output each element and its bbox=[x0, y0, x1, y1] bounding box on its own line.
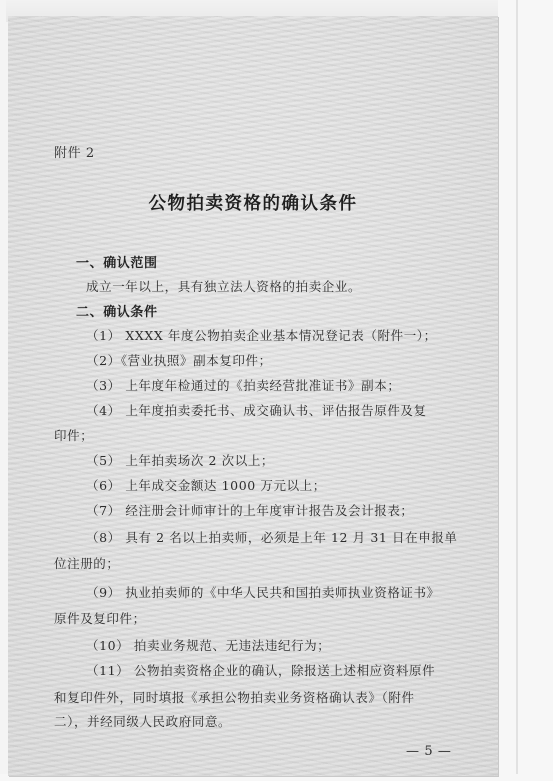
document-title: 公物拍卖资格的确认条件 bbox=[148, 194, 358, 214]
condition-line: 二），并经同级人民政府同意。 bbox=[54, 714, 232, 729]
condition-line: （4） 上年度拍卖委托书、成交确认书、评估报告原件及复 bbox=[86, 403, 427, 418]
scan-fold-line bbox=[516, 0, 518, 781]
condition-line: （5） 上年拍卖场次 2 次以上； bbox=[86, 453, 275, 468]
condition-line: （1） XXXX 年度公物拍卖企业基本情况登记表（附件一）； bbox=[86, 328, 437, 343]
section-text-scope: 成立一年以上，具有独立法人资格的拍卖企业。 bbox=[86, 279, 362, 294]
condition-line: （11） 公物拍卖资格企业的确认，除报送上述相应资料原件 bbox=[86, 663, 436, 678]
section-heading-scope: 一、确认范围 bbox=[76, 256, 158, 271]
condition-line: （6） 上年成交金额达 1000 万元以上； bbox=[86, 478, 326, 493]
condition-line: 原件及复印件； bbox=[54, 611, 146, 626]
section-heading-conditions: 二、确认条件 bbox=[76, 305, 158, 320]
condition-line: （9） 执业拍卖师的《中华人民共和国拍卖师执业资格证书》 bbox=[86, 585, 440, 600]
condition-line: 和复印件外，同时填报《承担公物拍卖业务资格确认表》（附件 bbox=[54, 690, 415, 705]
scan-margin-right bbox=[498, 0, 553, 781]
condition-line: 印件； bbox=[54, 428, 94, 443]
attachment-label: 附件 2 bbox=[54, 146, 95, 161]
condition-line: （3） 上年度年检通过的《拍卖经营批准证书》副本； bbox=[86, 378, 401, 393]
condition-line: （8） 具有 2 名以上拍卖师，必须是上年 12 月 31 日在申报单 bbox=[86, 530, 458, 545]
condition-line: （2）《营业执照》副本复印件； bbox=[86, 353, 272, 368]
condition-line: （7） 经注册会计师审计的上年度审计报告及会计报表； bbox=[86, 503, 414, 518]
condition-line: （10） 拍卖业务规范、无违法违纪行为； bbox=[86, 638, 331, 653]
condition-line: 位注册的； bbox=[54, 556, 120, 571]
page-number: — 5 — bbox=[406, 744, 452, 759]
document-page bbox=[8, 16, 498, 776]
